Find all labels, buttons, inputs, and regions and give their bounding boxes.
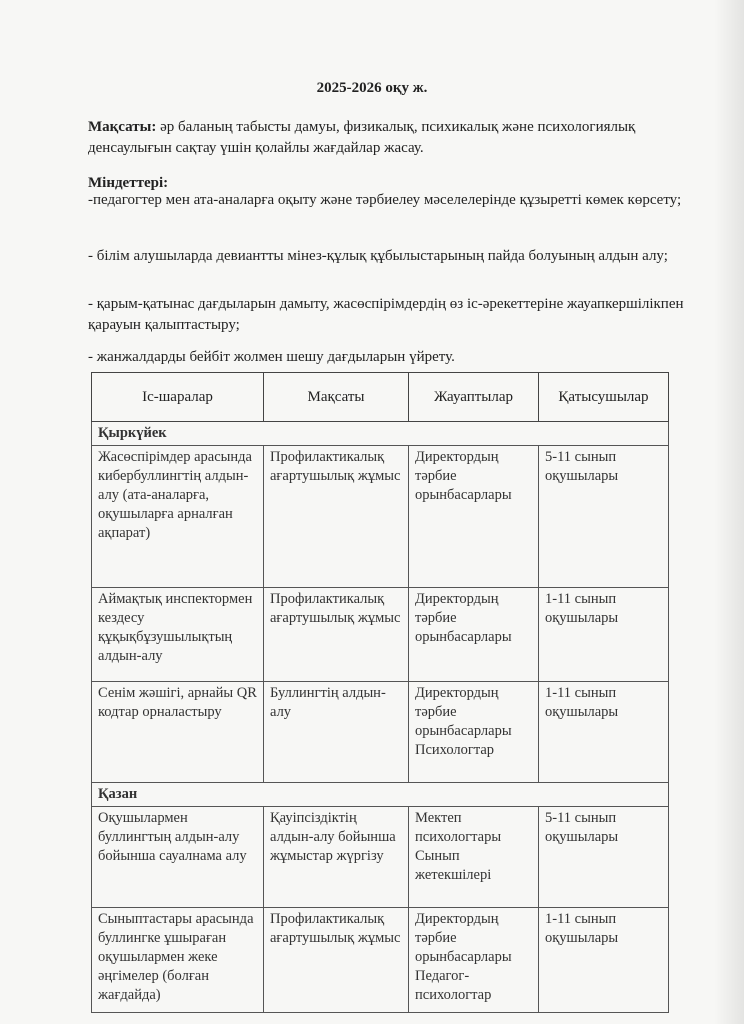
goal-text: әр баланың табысты дамуы, физикалық, психикалық және психологиялық денсаулығын сақтау үшін қолайлы жағдайлар жасау. [88, 119, 636, 156]
header-responsible: Жауаптылар [409, 373, 539, 422]
cell-event: Сыныптастары арасында буллингке ұшыраған оқушылармен жеке әңгімелер (болған жағдайда) [92, 908, 264, 1013]
cell-event: Сенім жәшігі, арнайы QR кодтар орналастыру [92, 682, 264, 783]
month-row-september [92, 422, 669, 446]
month-label: Қыркүйек [92, 422, 669, 446]
table-row [92, 682, 669, 783]
cell-purpose: Буллингтің алдын-алу [264, 682, 409, 783]
cell-responsible: Директордың тәрбие орынбасарлары [409, 446, 539, 588]
month-row-october [92, 783, 669, 807]
table-row [92, 446, 669, 588]
cell-event: Аймақтық инспектормен кездесу құқықбұзушылықтың алдын-алу [92, 588, 264, 682]
cell-event: Жасөспірімдер арасында кибербуллингтің алдын-алу (ата-аналарға, оқушыларға арналған ақпарат) [92, 446, 264, 588]
cell-participants: 1-11 сынып оқушылары [539, 682, 669, 783]
cell-participants: 5-11 сынып оқушылары [539, 446, 669, 588]
task-item: - білім алушыларда девиантты мінез-құлық құбылыстарының пайда болуының алдын алу; [88, 248, 668, 264]
cell-purpose: Қауіпсіздіктің алдын-алу бойынша жұмыстар жүргізу [264, 807, 409, 908]
cell-responsible: Директордың тәрбие орынбасарлары Психологтар [409, 682, 539, 783]
cell-responsible: Директордың тәрбие орынбасарлары [409, 588, 539, 682]
activity-plan-table [91, 372, 669, 1013]
cell-responsible: Директордың тәрбие орынбасарлары Педагог-психологтар [409, 908, 539, 1013]
task-item: - жанжалдарды бейбіт жолмен шешу дағдыларын үйрету. [88, 349, 455, 365]
document-title: 2025-2026 оқу ж. [316, 80, 428, 96]
cell-participants: 5-11 сынып оқушылары [539, 807, 669, 908]
cell-participants: 1-11 сынып оқушылары [539, 588, 669, 682]
goal-paragraph [88, 117, 688, 159]
task-item: -педагогтер мен ата-аналарға оқыту және тәрбиелеу мәселелерінде құзыретті көмек көрсету; [88, 192, 682, 208]
table-row [92, 807, 669, 908]
cell-purpose: Профилактикалық ағартушылық жұмыс [264, 446, 409, 588]
scan-page-edge [714, 0, 744, 1024]
header-purpose: Мақсаты [264, 373, 409, 422]
goal-label: Мақсаты: [88, 119, 157, 135]
table-row [92, 588, 669, 682]
cell-purpose: Профилактикалық ағартушылық жұмыс [264, 588, 409, 682]
table-header-row [92, 373, 669, 422]
header-participants: Қатысушылар [539, 373, 669, 422]
table-row [92, 908, 669, 1013]
cell-event: Оқушылармен буллингтың алдын-алу бойынша сауалнама алу [92, 807, 264, 908]
header-events: Іс-шаралар [92, 373, 264, 422]
task-item: - қарым-қатынас дағдыларын дамыту, жасөспірімдердің өз іс-әрекеттеріне жауапкершілікпен қарауын қалыптастыру; [88, 296, 684, 333]
cell-participants: 1-11 сынып оқушылары [539, 908, 669, 1013]
cell-purpose: Профилактикалық ағартушылық жұмыс [264, 908, 409, 1013]
cell-responsible: Мектеп психологтары Сынып жетекшілері [409, 807, 539, 908]
month-label: Қазан [92, 783, 669, 807]
tasks-heading: Міндеттері: [88, 175, 169, 191]
